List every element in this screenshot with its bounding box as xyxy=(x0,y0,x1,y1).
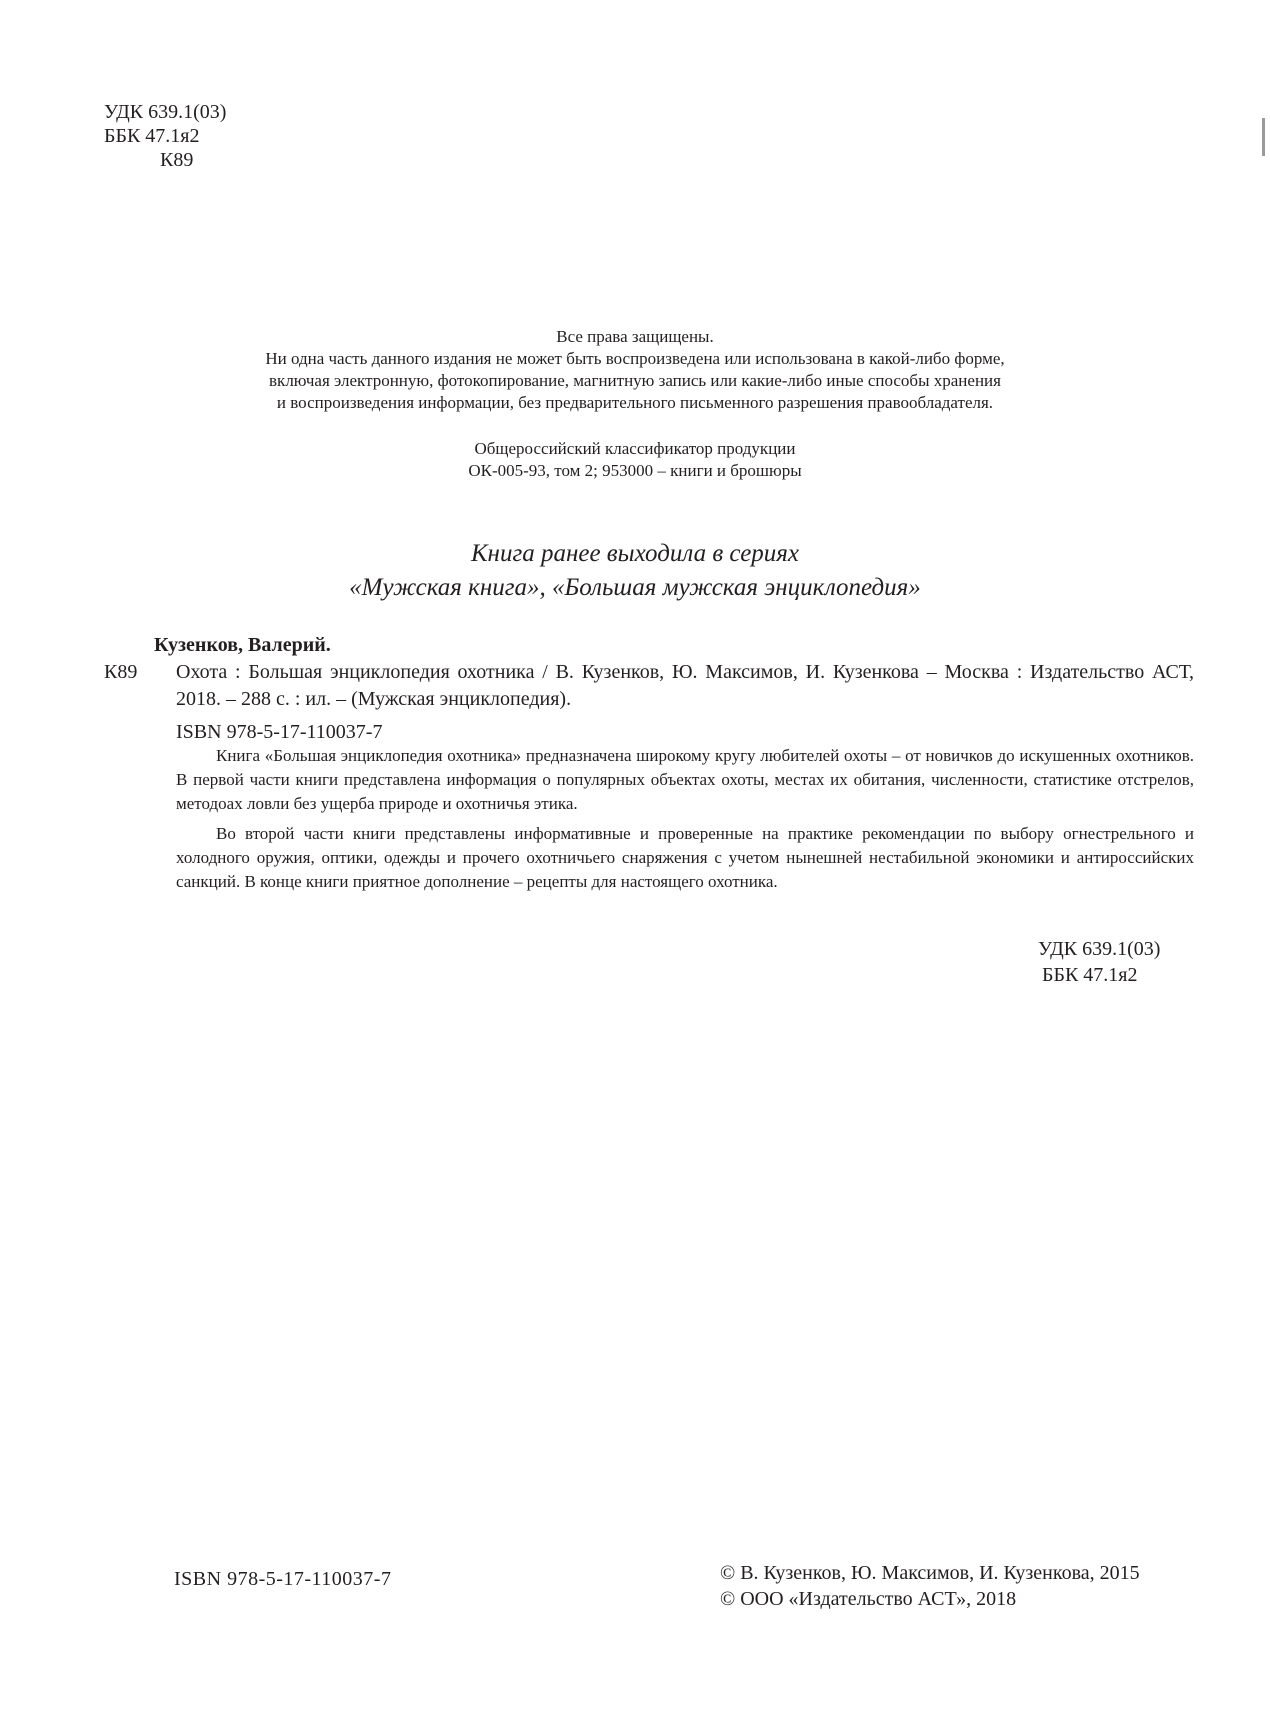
author-sign-label: К89 xyxy=(104,661,138,683)
isbn-footer: ISBN 978-5-17-110037-7 xyxy=(174,1568,392,1590)
bibliographic-entry: Охота : Большая энциклопедия охотника / В. Кузенков, Ю. Максимов, И. Кузенкова – Москва : Издательство АСТ, 2018. – 288 с. : ил. – (Мужская энциклопедия). xyxy=(176,661,1194,710)
isbn-record: ISBN 978-5-17-110037-7 xyxy=(176,721,383,743)
rights-title: Все права защищены. xyxy=(556,327,714,346)
bibliographic-record xyxy=(104,632,1194,746)
rights-line: и воспроизведения информации, без предварительного письменного разрешения правообладателя. xyxy=(276,393,994,412)
rights-line: Ни одна часть данного издания не может быть воспроизведена или использована в какой-либо форме, xyxy=(265,349,1005,368)
annotation xyxy=(176,744,1194,900)
udk-code: УДК 639.1(03) xyxy=(1038,938,1161,960)
series-line: «Мужская книга», «Большая мужская энциклопедия» xyxy=(349,574,921,601)
author-heading: Кузенков, Валерий. xyxy=(154,634,331,656)
rights-line: включая электронную, фотокопирование, магнитную запись или какие-либо иные способы хранения xyxy=(269,371,1001,390)
page-edge-mark xyxy=(1262,118,1265,156)
bbk-code: ББК 47.1я2 xyxy=(104,125,200,147)
series-note xyxy=(120,537,1150,605)
product-classifier xyxy=(120,438,1150,482)
author-sign: К89 xyxy=(160,149,194,171)
udk-code: УДК 639.1(03) xyxy=(104,101,227,123)
classification-codes-bottom xyxy=(1038,936,1160,988)
copyright-line: © В. Кузенков, Ю. Максимов, И. Кузенкова, 2015 xyxy=(720,1562,1140,1584)
annotation-paragraph: Книга «Большая энциклопедия охотника» предназначена широкому кругу любителей охоты – от новичков до искушенных охотников. В первой части книги представлена информация о популярных объектах охоты, местах их обитания, численности, статистике отстрелов, методоах ловли без ущерба природе и охотничья этика. xyxy=(176,746,1194,813)
classifier-line: Общероссийский классификатор продукции xyxy=(474,439,796,458)
copyright-line: © ООО «Издательство АСТ», 2018 xyxy=(720,1588,1017,1610)
rights-notice xyxy=(120,326,1150,414)
classification-codes-top xyxy=(104,100,226,172)
annotation-paragraph: Во второй части книги представлены информативные и проверенные на практике рекомендации по выбору огнестрельного и холодного оружия, оптики, одежды и прочего охотничьего снаряжения с учетом нынешней нестабильной экономики и антироссийских санкций. В конце книги приятное дополнение – рецепты для настоящего охотника. xyxy=(176,824,1194,891)
classifier-line: ОК-005-93, том 2; 953000 – книги и брошюры xyxy=(468,461,802,480)
bbk-code: ББК 47.1я2 xyxy=(1042,964,1138,986)
copyright-block xyxy=(720,1560,1140,1612)
series-line: Книга ранее выходила в сериях xyxy=(470,540,800,567)
